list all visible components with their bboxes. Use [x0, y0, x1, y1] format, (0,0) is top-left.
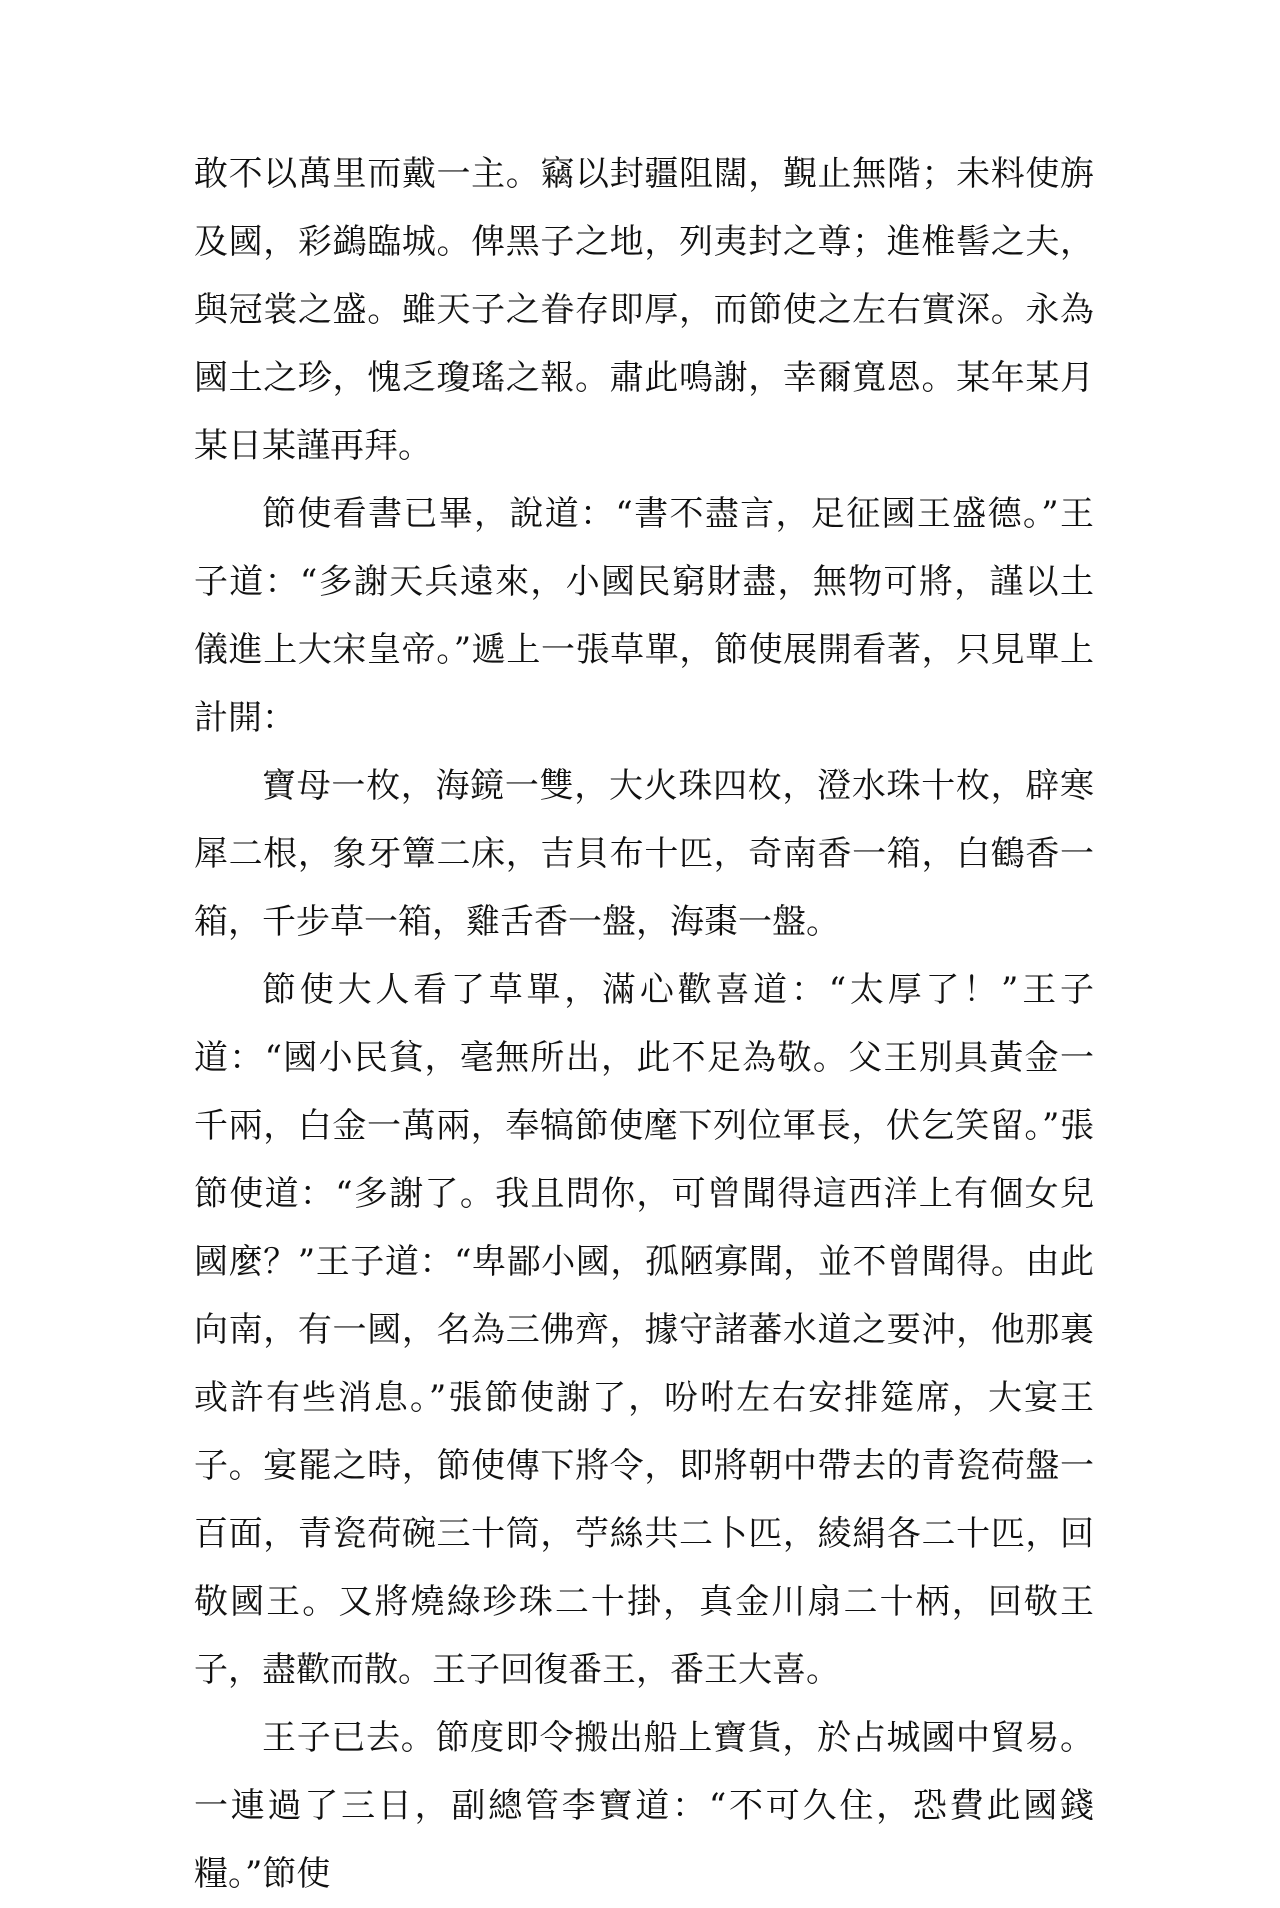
paragraph-3: 寶母一枚，海鏡一雙，大火珠四枚，澄水珠十枚，辟寒犀二根，象牙簟二床，吉貝布十匹，奇南香一箱，白鶴香一箱，千步草一箱，雞舌香一盤，海棗一盤。 — [194, 766, 1094, 942]
paragraph-4: 節使大人看了草單，滿心歡喜道：“太厚了！”王子道：“國小民貧，毫無所出，此不足為敬。父王別具黃金一千兩，白金一萬兩，奉犒節使麾下列位軍長，伏乞笑留。”張節使道：“多謝了。我且問你，可曾聞得這西洋上有個女兒國麼？”王子道：“卑鄙小國，孤陋寡聞，並不曾聞得。由此向南，有一國，名為三佛齊，據守諸蕃水道之要沖，他那裏或許有些消息。”張節使謝了，吩咐左右安排筵席，大宴王子。宴罷之時，節使傳下將令，即將朝中帶去的青瓷荷盤一百面，青瓷荷碗三十筒，苧絲共二卜匹，綾絹各二十匹，回敬國王。又將燒綠珍珠二十掛，真金川扇二十柄，回敬王子，盡歡而散。王子回復番王，番王大喜。 — [194, 970, 1094, 1690]
paragraph-2: 節使看書已畢，說道：“書不盡言，足征國王盛德。”王子道：“多謝天兵遠來，小國民窮財盡，無物可將，謹以土儀進上大宋皇帝。”遞上一張草單，節使展開看著，只見單上計開： — [194, 494, 1094, 738]
paragraph-5: 王子已去。節度即令搬出船上寶貨，於占城國中貿易。一連過了三日，副總管李寶道：“不可久住，恐費此國錢糧。”節使 — [194, 1718, 1094, 1894]
paragraph-1: 敢不以萬里而戴一主。竊以封疆阻闊，覲止無階；未料使旃及國，彩鷁臨城。俾黑子之地，列夷封之尊；進椎髻之夫，與冠裳之盛。雖天子之眷存即厚，而節使之左右實深。永為國土之珍，愧乏瓊瑤之報。肅此鳴謝，幸爾寬恩。某年某月某日某謹再拜。 — [194, 154, 1094, 466]
body-text — [194, 140, 1094, 1908]
